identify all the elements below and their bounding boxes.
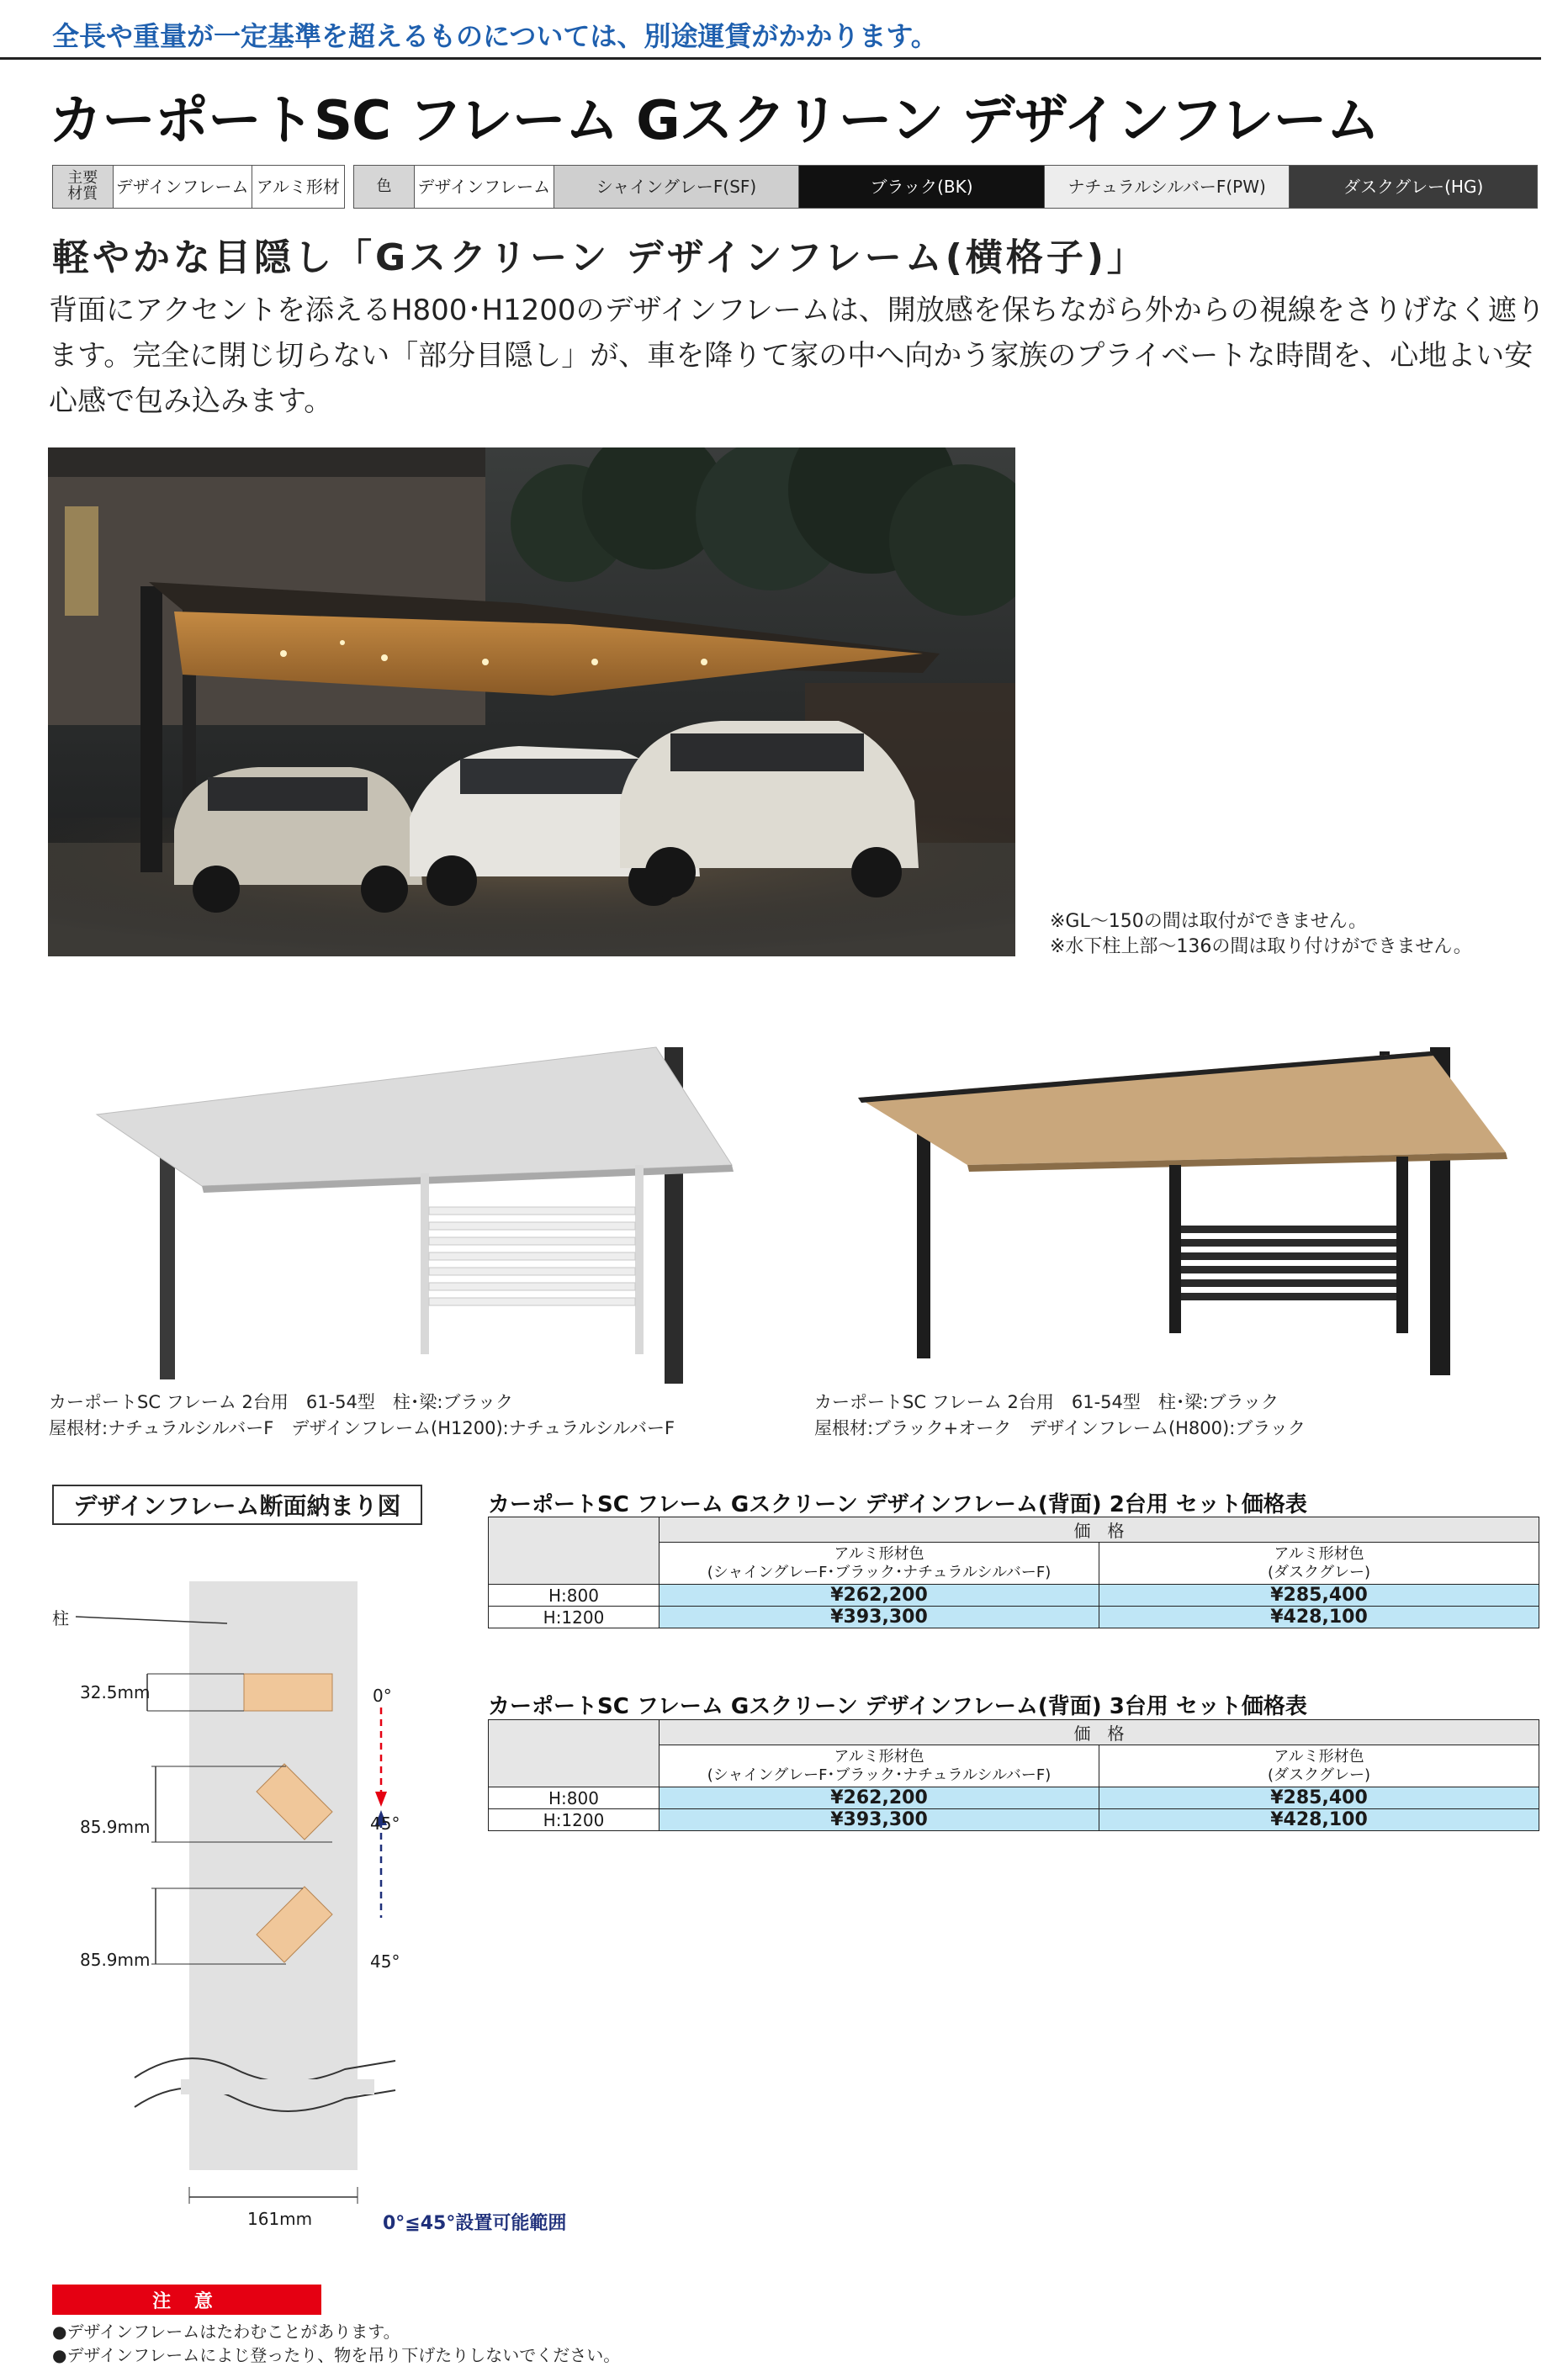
table-row [489, 1809, 1539, 1831]
caution-item-1: ●デザインフレームはたわむことがあります。 [52, 2322, 400, 2342]
table-row [489, 1585, 1539, 1607]
color-swatch-hg: ダスクグレー(HG) [1290, 166, 1537, 208]
lead-text: 背面にアクセントを添えるH800･H1200のデザインフレームは、開放感を保ちながら外からの視線をさりげなく遮ります。完全に閉じ切らない「部分目隠し」が、車を降りて家の中へ向かう家族のプライベートな時間を、心地よい安心感で包み込みます。 [49, 294, 1545, 418]
caution-item-2: ●デザインフレームによじ登ったり、物を吊り下げたりしないでください。 [52, 2345, 621, 2365]
price-header: 価 格 [660, 1517, 1539, 1543]
product-caption-right-line2: 屋根材:ブラック+オーク デザインフレーム(H800):ブラック [814, 1418, 1306, 1438]
dimension-85-9-a: 85.9mm [80, 1817, 151, 1837]
dimension-32-5: 32.5mm [80, 1682, 151, 1702]
row-label: H:1200 [489, 1809, 660, 1831]
install-range-label: 0°≦45°設置可能範囲 [383, 2213, 567, 2234]
price-cell: ¥393,300 [660, 1607, 1099, 1628]
photo-note-1: ※GL～150の間は取付ができません。 [1050, 911, 1368, 932]
material-item: デザインフレーム [114, 166, 252, 208]
row-label: H:800 [489, 1787, 660, 1809]
page-title: カーポートSC フレーム Gスクリーン デザインフレーム [49, 90, 1380, 152]
row-label: H:1200 [489, 1607, 660, 1628]
price-header: 価 格 [660, 1720, 1539, 1745]
width-161: 161mm [247, 2209, 313, 2229]
product-caption-right-line1: カーポートSC フレーム 2台用 61-54型 柱･梁:ブラック [814, 1392, 1279, 1412]
col-header-dusk: アルミ形材色 (ダスクグレー) [1099, 1543, 1539, 1585]
product-caption-left-line2: 屋根材:ナチュラルシルバーF デザインフレーム(H1200):ナチュラルシルバーF [49, 1418, 675, 1438]
caution-badge: 注 意 [52, 2285, 321, 2315]
angle-45-a: 45° [370, 1813, 400, 1834]
col-header-standard: アルミ形材色 (シャイングレーF･ブラック･ナチュラルシルバーF) [660, 1745, 1099, 1787]
price-table-2car [488, 1517, 1539, 1628]
diagram-title: デザインフレーム断面納まり図 [52, 1485, 422, 1525]
price-cell: ¥285,400 [1099, 1585, 1539, 1607]
table-row [489, 1607, 1539, 1628]
photo-note-2: ※水下柱上部～136の間は取り付けができません。 [1050, 936, 1472, 957]
table-row [489, 1787, 1539, 1809]
carport-night-photo [48, 447, 1015, 956]
price-table-3car [488, 1719, 1539, 1831]
table-corner [489, 1720, 660, 1787]
color-item: デザインフレーム [415, 166, 554, 208]
subheading: 軽やかな目隠し「Gスクリーン デザインフレーム(横格子)」 [52, 236, 1147, 279]
col-header-standard: アルミ形材色 (シャイングレーF･ブラック･ナチュラルシルバーF) [660, 1543, 1099, 1585]
material-label: 主要 材質 [53, 166, 114, 208]
price-cell: ¥428,100 [1099, 1809, 1539, 1831]
product-image-black [841, 1030, 1531, 1384]
shipping-note: 全長や重量が一定基準を超えるものについては、別途運賃がかかります。 [52, 20, 938, 52]
angle-0: 0° [373, 1686, 392, 1706]
product-caption-left-line1: カーポートSC フレーム 2台用 61-54型 柱･梁:ブラック [49, 1392, 514, 1412]
color-swatch-bk: ブラック(BK) [799, 166, 1045, 208]
material-value: アルミ形材 [256, 176, 340, 197]
col-header-dusk: アルミ形材色 (ダスクグレー) [1099, 1745, 1539, 1787]
pillar-label: 柱 [52, 1608, 69, 1628]
price-table-2car-title: カーポートSC フレーム Gスクリーン デザインフレーム(背面) 2台用 セット価格表 [488, 1492, 1307, 1517]
price-table-3car-title: カーポートSC フレーム Gスクリーン デザインフレーム(背面) 3台用 セット価格表 [488, 1694, 1307, 1719]
price-cell: ¥285,400 [1099, 1787, 1539, 1809]
header-divider [0, 57, 1541, 60]
price-cell: ¥393,300 [660, 1809, 1099, 1831]
table-corner [489, 1517, 660, 1585]
price-cell: ¥262,200 [660, 1787, 1099, 1809]
price-cell: ¥262,200 [660, 1585, 1099, 1607]
dimension-85-9-b: 85.9mm [80, 1950, 151, 1970]
product-image-silver [76, 1030, 740, 1384]
color-swatch-pw: ナチュラルシルバーF(PW) [1045, 166, 1290, 208]
color-swatch-sf: シャイングレーF(SF) [554, 166, 800, 208]
product-caption-right [814, 1390, 1306, 1442]
row-label: H:800 [489, 1585, 660, 1607]
material-spec [52, 165, 345, 209]
section-diagram [42, 1565, 631, 2254]
color-label: 色 [354, 166, 415, 208]
color-spec [353, 165, 1538, 209]
product-caption-left [49, 1390, 675, 1442]
price-cell: ¥428,100 [1099, 1607, 1539, 1628]
angle-45-b: 45° [370, 1951, 400, 1972]
